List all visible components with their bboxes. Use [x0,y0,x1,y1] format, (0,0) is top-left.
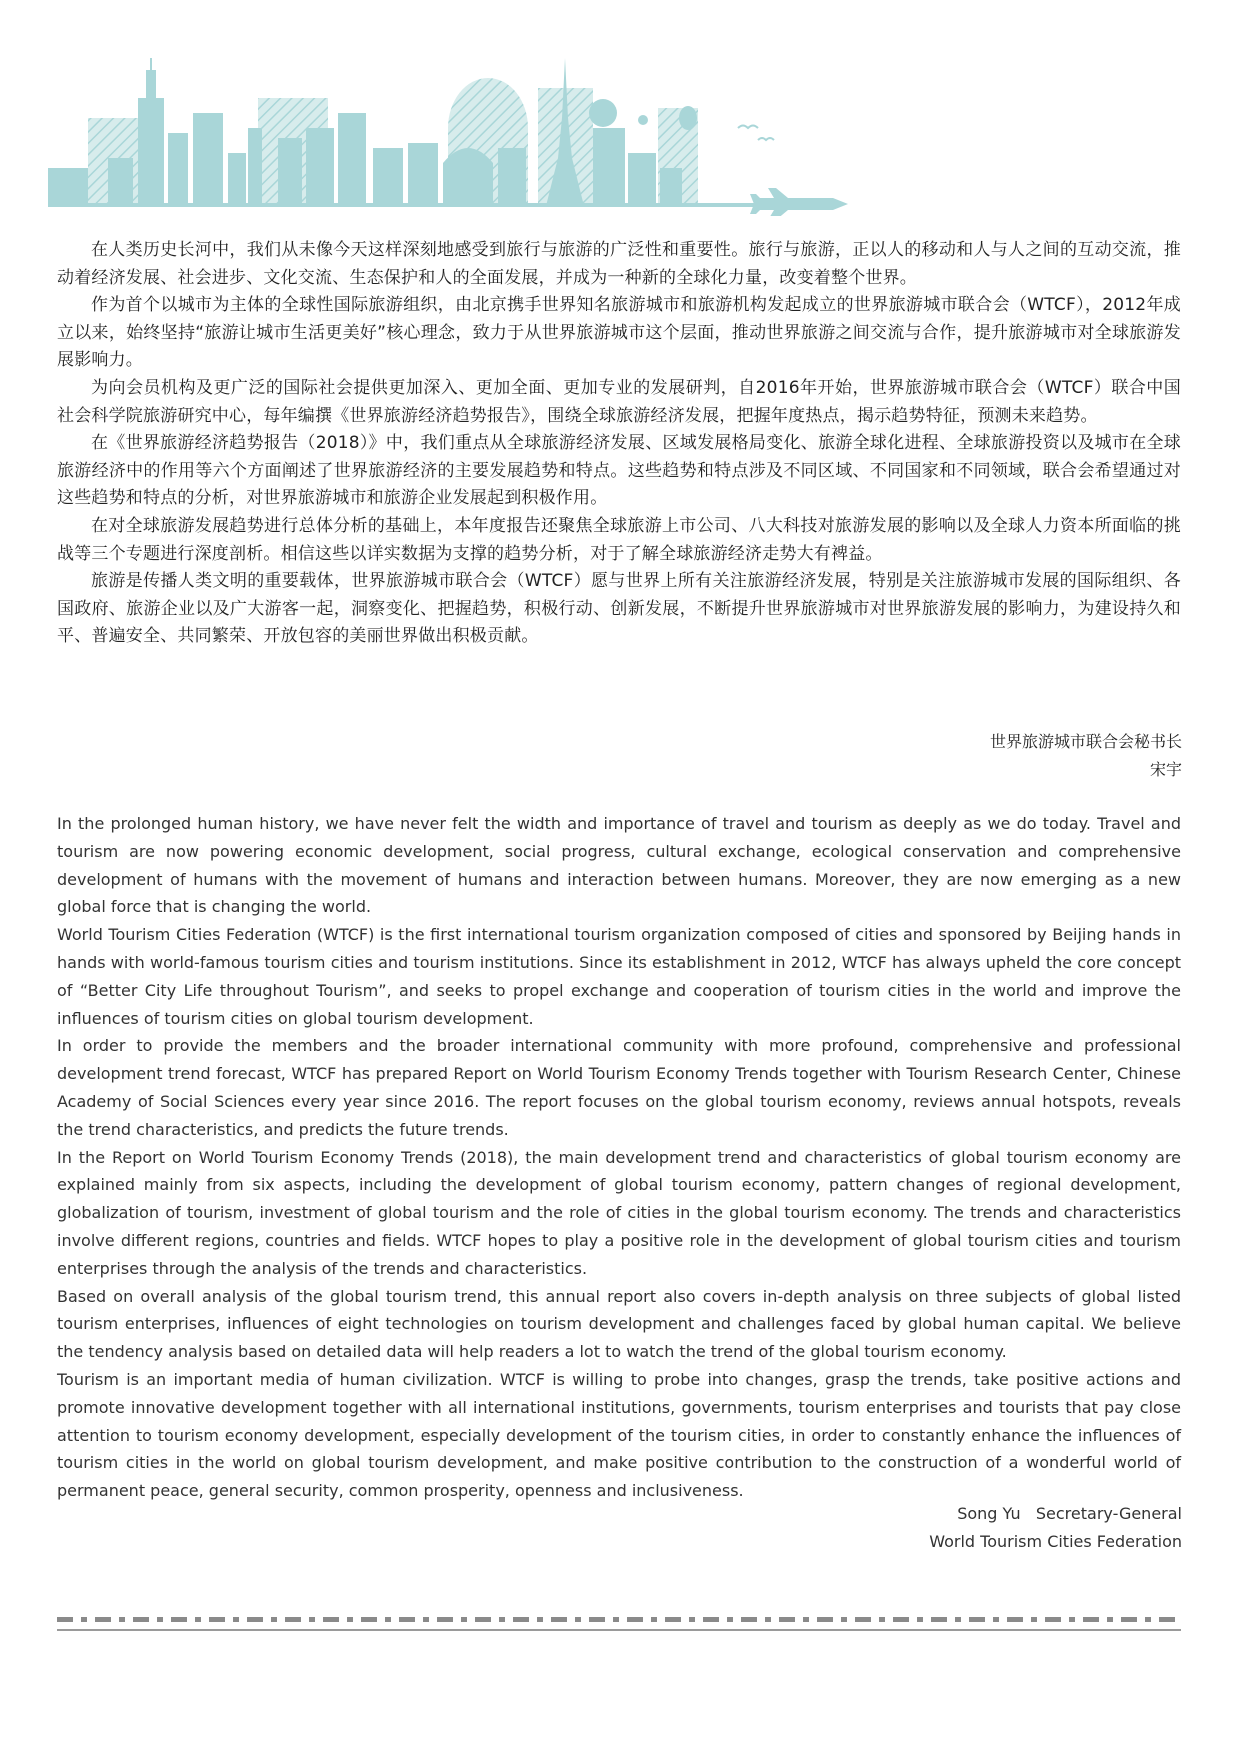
chinese-paragraph-2: 作为首个以城市为主体的全球性国际旅游组织，由北京携手世界知名旅游城市和旅游机构发起成立的世界旅游城市联合会（WTCF），2012年成立以来，始终坚持“旅游让城市生活更美好”核心理念，致力于从世界旅游城市这个层面，推动世界旅游之间交流与合作，提升旅游城市对全球旅游发展影响力。 [57,295,1181,371]
english-paragraph-6: Tourism is an important media of human civilization. WTCF is willing to probe into changes, grasp the trends, take positive actions and promote innovative development together with all international institutions, governments, tourism enterprises and tourists that pay close attention to tourism economy development, especially development of the tourism cities, in order to constantly enhance the influences of tourism cities in the world on global tourism development, and make positive contribution to the construction of a wonderful world of permanent peace, general security, common prosperity, openness and inclusiveness. [57,1369,1181,1501]
chinese-paragraph-1: 在人类历史长河中，我们从未像今天这样深刻地感受到旅行与旅游的广泛性和重要性。旅行与旅游，正以人的移动和人与人之间的互动交流，推动着经济发展、社会进步、文化交流、生态保护和人的全面发展，并成为一种新的全球化力量，改变着整个世界。 [57,240,1181,288]
chinese-foreword-text [57,237,1181,651]
english-paragraph-4: In the Report on World Tourism Economy Trends (2018), the main development trend and characteristics of global tourism economy are explained mainly from six aspects, including the development of global tourism economy, pattern changes of regional development, globalization of tourism, investment of global tourism and the role of cities in the global tourism economy. The trends and characteristics involve different regions, countries and fields. WTCF hopes to play a positive role in the development of global tourism cities and tourism enterprises through the analysis of the trends and characteristics. [57,1147,1181,1278]
chinese-signature-name: 宋宇 [1149,760,1182,779]
english-paragraph-2: World Tourism Cities Federation (WTCF) is the first international tourism organization composed of cities and sponsored by Beijing hands in hands with world-famous tourism cities and tourism institutions. Since its establishment in 2012, WTCF has always upheld the core concept of “Better City Life throughout Tourism”, and seeks to propel exchange and cooperation of tourism cities in the world and improve the influences of tourism cities on global tourism development. [57,925,1181,1028]
ground-line [48,203,828,207]
foreground-buildings [48,58,697,206]
chinese-signature [990,728,1182,784]
chinese-paragraph-6: 旅游是传播人类文明的重要载体，世界旅游城市联合会（WTCF）愿与世界上所有关注旅游经济发展，特别是关注旅游城市发展的国际组织、各国政府、旅游企业以及广大游客一起，洞察变化、把握趋势，积极行动、创新发展，不断提升世界旅游城市对世界旅游发展的影响力，为建设持久和平、普遍安全、共同繁荣、开放包容的美丽世界做出积极贡献。 [57,571,1181,647]
english-signature-line-1: Song Yu Secretary-General [957,1504,1182,1523]
birds-icon [738,126,774,141]
english-foreword-text [57,810,1181,1505]
english-paragraph-1: In the prolonged human history, we have never felt the width and importance of travel and tourism as deeply as we do today. Travel and tourism are now powering economic development, social progress, cultural exchange, ecological conservation and comprehensive development of humans with the movement of humans and interaction between humans. Moreover, they are now emerging as a new global force that is changing the world. [57,814,1181,917]
english-paragraph-5: Based on overall analysis of the global tourism trend, this annual report also covers in-depth analysis on three subjects of global listed tourism enterprises, influences of eight technologies on tourism development and challenges faced by global human capital. We believe the tendency analysis based on detailed data will help readers a lot to watch the trend of the global tourism economy. [57,1286,1181,1362]
city-skyline-banner-icon [48,58,918,216]
english-paragraph-3: In order to provide the members and the broader international community with more profound, comprehensive and professional development trend forecast, WTCF has prepared Report on World Tourism Economy Trends together with Tourism Research Center, Chinese Academy of Social Sciences every year since 2016. The report focuses on the global tourism economy, reviews annual hotspots, reveals the trend characteristics, and predicts the future trends. [57,1036,1181,1139]
english-signature [929,1500,1182,1556]
chinese-signature-title: 世界旅游城市联合会秘书长 [989,732,1182,751]
footer-solid-rule [57,1629,1181,1631]
airplane-icon [750,188,848,216]
chinese-paragraph-5: 在对全球旅游发展趋势进行总体分析的基础上，本年度报告还聚焦全球旅游上市公司、八大科技对旅游发展的影响以及全球人力资本所面临的挑战等三个专题进行深度剖析。相信这些以详实数据为支撑的趋势分析，对于了解全球旅游经济走势大有裨益。 [57,515,1181,564]
chinese-paragraph-4: 在《世界旅游经济趋势报告（2018）》中，我们重点从全球旅游经济发展、区域发展格局变化、旅游全球化进程、全球旅游投资以及城市在全球旅游经济中的作用等六个方面阐述了世界旅游经济的主要发展趋势和特点。这些趋势和特点涉及不同区域、不同国家和不同领域，联合会希望通过对这些趋势和特点的分析，对世界旅游城市和旅游企业发展起到积极作用。 [57,433,1181,509]
english-signature-line-2: World Tourism Cities Federation [929,1532,1182,1551]
footer-dashed-rule [57,1617,1181,1622]
chinese-paragraph-3: 为向会员机构及更广泛的国际社会提供更加深入、更加全面、更加专业的发展研判，自2016年开始，世界旅游城市联合会（WTCF）联合中国社会科学院旅游研究中心，每年编撰《世界旅游经济趋势报告》，围绕全球旅游经济发展，把握年度热点，揭示趋势特征，预测未来趋势。 [57,377,1181,426]
